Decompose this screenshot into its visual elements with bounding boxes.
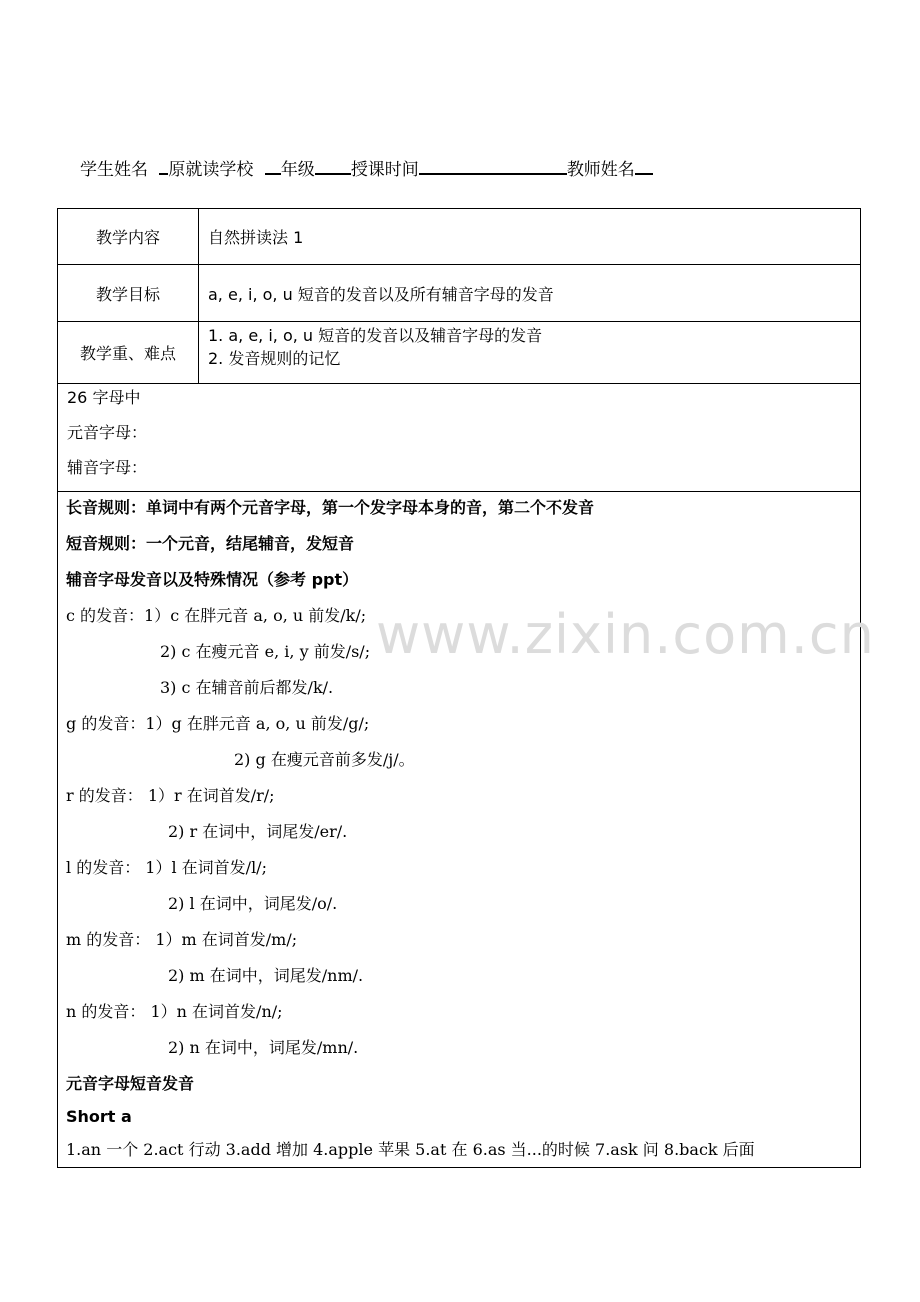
school-label: 原就读学校 bbox=[168, 160, 254, 180]
consonant-r-2: 2) r 在词中，词尾发/er/. bbox=[168, 822, 348, 841]
short-a-word-list: 1.an 一个 2.act 行动 3.add 增加 4.apple 苹果 5.at 在 6.as 当...的时候 7.ask 问 8.back 后面 bbox=[66, 1140, 755, 1159]
consonant-n-1: n 的发音： 1）n 在词首发/n/; bbox=[66, 1002, 283, 1021]
row-content-value bbox=[199, 209, 860, 264]
letters-vowels: 元音字母： bbox=[67, 423, 148, 442]
school-blank bbox=[265, 157, 281, 175]
consonant-r-1: r 的发音： 1）r 在词首发/r/; bbox=[66, 786, 275, 805]
key-point-2: 2. 发音规则的记忆 bbox=[208, 349, 341, 368]
watermark: www.zixin.com.cn bbox=[376, 603, 875, 666]
long-vowel-rule: 长音规则：单词中有两个元音字母，第一个发字母本身的音，第二个不发音 bbox=[66, 498, 595, 517]
consonant-g-1: g 的发音：1）g 在胖元音 a, o, u 前发/g/; bbox=[66, 714, 370, 733]
row-key-points-value bbox=[199, 322, 860, 383]
row-goal-value bbox=[199, 265, 860, 321]
row-content-text: 自然拼读法 1 bbox=[208, 228, 304, 247]
consonant-c-1: c 的发音：1）c 在胖元音 a, o, u 前发/k/; bbox=[66, 606, 367, 625]
student-name-label: 学生姓名 bbox=[80, 160, 148, 180]
row-content bbox=[58, 209, 860, 265]
grade-label: 年级 bbox=[280, 160, 315, 180]
row-key-points bbox=[58, 322, 860, 384]
consonant-g-2: 2) g 在瘦元音前多发/j/。 bbox=[234, 750, 415, 769]
teacher-name-label: 教师姓名 bbox=[566, 160, 635, 180]
key-point-1: 1. a, e, i, o, u 短音的发音以及辅音字母的发音 bbox=[208, 326, 543, 345]
letters-line-1: 26 字母中 bbox=[67, 388, 141, 407]
lesson-table bbox=[57, 208, 861, 1168]
consonant-c-2: 2) c 在瘦元音 e, i, y 前发/s/; bbox=[160, 642, 371, 661]
grade-blank bbox=[315, 157, 351, 175]
row-goal bbox=[58, 265, 860, 322]
row-rules bbox=[58, 492, 860, 1167]
row-key-points-label: 教学重、难点 bbox=[58, 322, 199, 383]
header-info-line bbox=[80, 155, 653, 180]
consonant-l-1: l 的发音： 1）l 在词首发/l/; bbox=[66, 858, 267, 877]
vowel-section-title: 元音字母短音发音 bbox=[66, 1074, 195, 1093]
letters-consonants: 辅音字母： bbox=[67, 458, 148, 477]
short-vowel-rule: 短音规则：一个元音，结尾辅音，发短音 bbox=[66, 534, 355, 553]
consonant-m-1: m 的发音： 1）m 在词首发/m/; bbox=[66, 930, 298, 949]
consonant-l-2: 2) l 在词中，词尾发/o/. bbox=[168, 894, 338, 913]
row-goal-label: 教学目标 bbox=[58, 265, 199, 321]
row-goal-text: a, e, i, o, u 短音的发音以及所有辅音字母的发音 bbox=[208, 284, 554, 304]
class-time-blank bbox=[419, 157, 567, 175]
consonant-n-2: 2) n 在词中，词尾发/mn/. bbox=[168, 1038, 359, 1057]
short-a-heading: Short a bbox=[66, 1107, 132, 1126]
class-time-label: 授课时间 bbox=[350, 160, 419, 180]
teacher-name-blank bbox=[635, 157, 653, 175]
row-letters bbox=[58, 380, 860, 492]
consonant-c-3: 3) c 在辅音前后都发/k/. bbox=[160, 678, 334, 697]
consonant-m-2: 2) m 在词中，词尾发/nm/. bbox=[168, 966, 364, 985]
consonant-section-title: 辅音字母发音以及特殊情况（参考 ppt） bbox=[66, 570, 359, 589]
row-content-label: 教学内容 bbox=[58, 209, 199, 264]
